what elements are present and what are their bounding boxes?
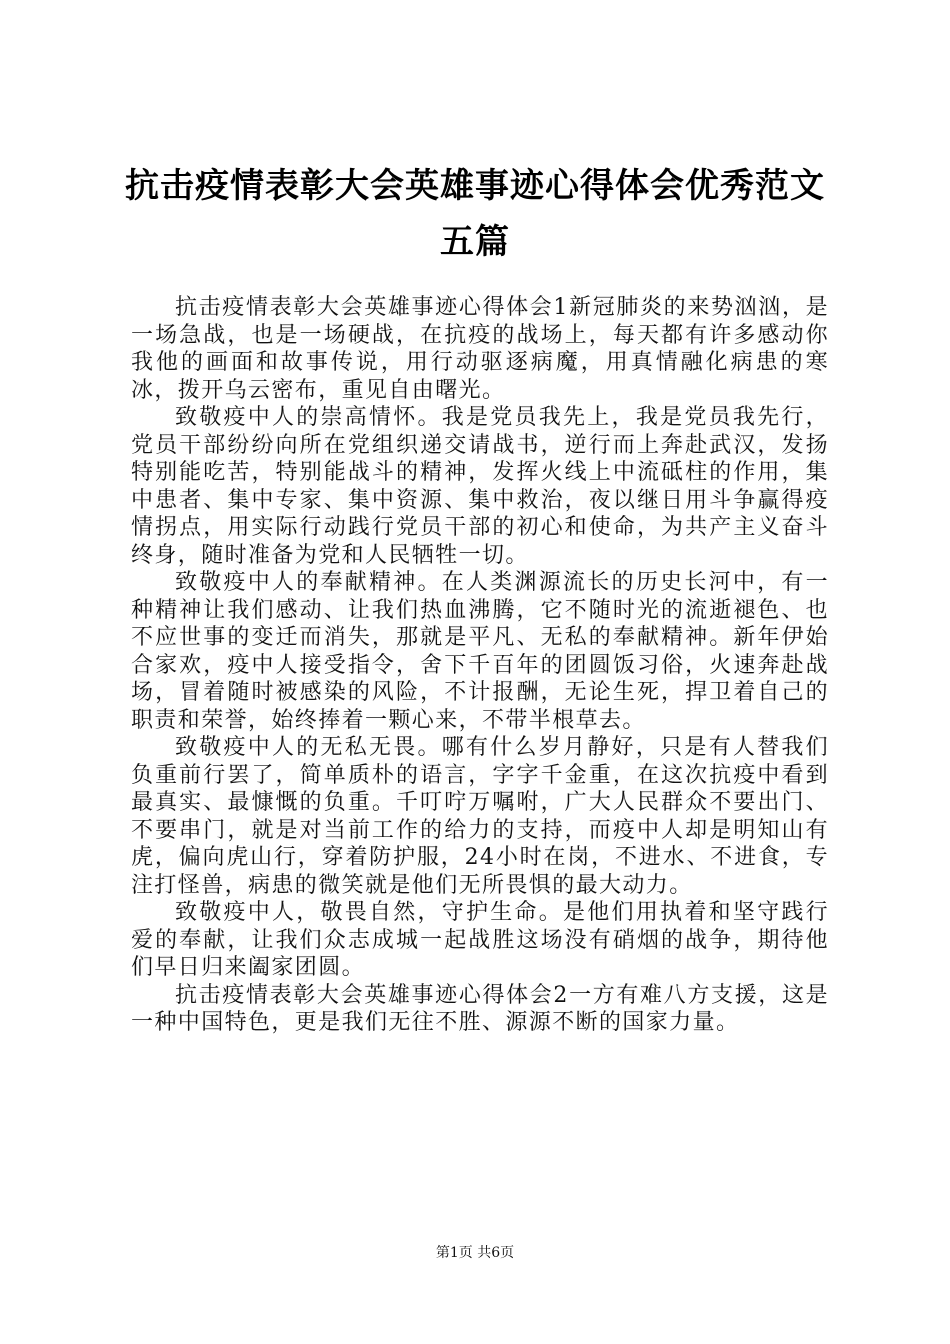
paragraph-1: 抗击疫情表彰大会英雄事迹心得体会1新冠肺炎的来势汹汹，是一场急战，也是一场硬战，在抗疫的战场上，每天都有许多感动你我他的画面和故事传说，用行动驱逐病魔，用真情融化病患的寒冰，拨开乌云密布，重见自由曙光。 (131, 295, 829, 403)
paragraph-4: 致敬疫中人的无私无畏。哪有什么岁月静好，只是有人替我们负重前行罢了，简单质朴的语言，字字千金重，在这次抗疫中看到最真实、最慷慨的负重。千叮咛万嘱咐，广大人民群众不要出门、不要串门，就是对当前工作的给力的支持，而疫中人却是明知山有虎，偏向虎山行，穿着防护服，24小时在岗，不进水、不进食，专注打怪兽，病患的微笑就是他们无所畏惧的最大动力。 (131, 735, 829, 898)
paragraph-5: 致敬疫中人，敬畏自然，守护生命。是他们用执着和坚守践行爱的奉献，让我们众志成城一起战胜这场没有硝烟的战争，期待他们早日归来阖家团圆。 (131, 900, 829, 980)
paragraph-2: 致敬疫中人的崇高情怀。我是党员我先上，我是党员我先行，党员干部纷纷向所在党组织递交请战书，逆行而上奔赴武汉，发扬特别能吃苦，特别能战斗的精神，发挥火线上中流砥柱的作用，集中患者、集中专家、集中资源、集中救治，夜以继日用斗争赢得疫情拐点，用实际行动践行党员干部的初心和使命，为共产主义奋斗终身，随时准备为党和人民牺牲一切。 (131, 405, 829, 568)
paragraph-6: 抗击疫情表彰大会英雄事迹心得体会2一方有难八方支援，这是一种中国特色，更是我们无往不胜、源源不断的国家力量。 (131, 982, 829, 1035)
document-title: 抗击疫情表彰大会英雄事迹心得体会优秀范文五篇 (125, 166, 825, 262)
document-body (131, 294, 829, 1037)
page-number-footer: 第1页 共6页 (435, 1245, 515, 1261)
paragraph-3: 致敬疫中人的奉献精神。在人类渊源流长的历史长河中，有一种精神让我们感动、让我们热血沸腾，它不随时光的流逝褪色、也不应世事的变迁而消失，那就是平凡、无私的奉献精神。新年伊始合家欢，疫中人接受指令，舍下千百年的团圆饭习俗，火速奔赴战场，冒着随时被感染的风险，不计报酬，无论生死，捍卫着自己的职责和荣誉，始终捧着一颗心来，不带半根草去。 (131, 570, 829, 733)
